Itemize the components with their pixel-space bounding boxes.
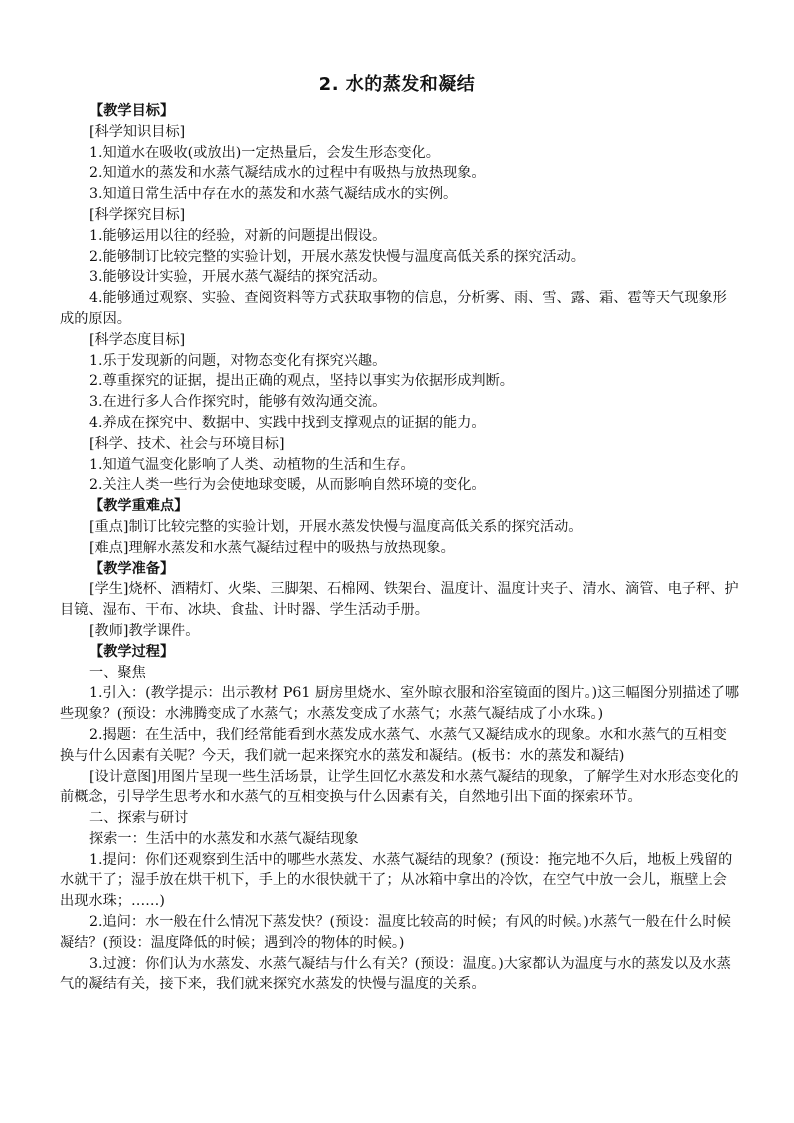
paragraph: 1.提问：你们还观察到生活中的哪些水蒸发、水蒸气凝结的现象？(预设：拖完地不久后，地板上残留的水就干了；湿手放在烘干机下，手上的水很快就干了；从冰箱中拿出的冷饮，在空气中放一会儿，瓶壁上会出现水珠；……) (60, 851, 733, 910)
paragraph: 一、聚焦 (89, 664, 146, 681)
paragraph: 1.知道水在吸收(或放出)一定热量后，会发生形态变化。 (89, 144, 440, 161)
paragraph: [科学探究目标] (89, 206, 186, 223)
paragraph: 4.能够通过观察、实验、查阅资料等方式获取事物的信息，分析雾、雨、雪、露、霜、雹等天气现象形成的原因。 (60, 290, 727, 327)
paragraph: 1.乐于发现新的问题，对物态变化有探究兴趣。 (89, 352, 387, 369)
paragraph: 2.知道水的蒸发和水蒸气凝结成水的过程中有吸热与放热现象。 (89, 165, 486, 182)
paragraph: 1.知道气温变化影响了人类、动植物的生活和生存。 (89, 456, 415, 473)
paragraph: 探索一：生活中的水蒸发和水蒸气凝结现象 (89, 830, 359, 847)
paragraph: 2.能够制订比较完整的实验计划，开展水蒸发快慢与温度高低关系的探究活动。 (89, 248, 585, 265)
document-body (60, 101, 740, 995)
section-heading: 【教学准备】 (89, 560, 175, 577)
paragraph: [科学态度目标] (89, 331, 186, 348)
section-heading: 【教学过程】 (89, 643, 175, 660)
paragraph: 2.尊重探究的证据，提出正确的观点，坚持以事实为依据形成判断。 (89, 373, 514, 390)
paragraph: 2.追问：水一般在什么情况下蒸发快？(预设：温度比较高的时候；有风的时候。)水蒸气一般在什么时候凝结？(预设：温度降低的时候；遇到冷的物体的时候。) (60, 914, 731, 951)
paragraph: 1.能够运用以往的经验，对新的问题提出假设。 (89, 227, 387, 244)
section-heading: 【教学重难点】 (89, 498, 189, 515)
paragraph: [学生]烧杯、酒精灯、火柴、三脚架、石棉网、铁架台、温度计、温度计夹子、清水、滴管、电子秤、护目镜、湿布、干布、冰块、食盐、计时器、学生活动手册。 (60, 581, 739, 619)
paragraph: [科学知识目标] (89, 123, 186, 140)
paragraph: 3.过渡：你们认为水蒸发、水蒸气凝结与什么有关？(预设：温度。)大家都认为温度与水的蒸发以及水蒸气的凝结有关，接下来，我们就来探究水蒸发的快慢与温度的关系。 (60, 955, 731, 993)
section-heading: 【教学目标】 (89, 103, 175, 119)
paragraph: 3.能够设计实验，开展水蒸气凝结的探究活动。 (89, 269, 387, 286)
paragraph: 3.知道日常生活中存在水的蒸发和水蒸气凝结成水的实例。 (89, 186, 458, 203)
paragraph: 3.在进行多人合作探究时，能够有效沟通交流。 (89, 394, 387, 411)
paragraph: 2.关注人类一些行为会使地球变暖，从而影响自然环境的变化。 (89, 477, 486, 494)
paragraph: [教师]教学课件。 (89, 622, 200, 639)
paragraph: [科学、技术、社会与环境目标] (89, 435, 285, 452)
paragraph: 1.引入：(教学提示：出示教材 P61 厨房里烧水、室外晾衣服和浴室镜面的图片。)这三幅图分别描述了哪些现象？(预设：水沸腾变成了水蒸气；水蒸发变成了水蒸气；水蒸气凝结成了小水珠。) (60, 685, 740, 723)
paragraph: 2.揭题：在生活中，我们经常能看到水蒸发成水蒸气、水蒸气又凝结成水的现象。水和水蒸气的互相变换与什么因素有关呢？今天，我们就一起来探究水的蒸发和凝结。(板书：水的蒸发和凝结) (60, 726, 727, 764)
paragraph: [重点]制订比较完整的实验计划，开展水蒸发快慢与温度高低关系的探究活动。 (89, 518, 583, 535)
paragraph: [难点]理解水蒸发和水蒸气凝结过程中的吸热与放热现象。 (89, 539, 455, 556)
page-title: 2. 水的蒸发和凝结 (318, 74, 476, 95)
paragraph: 二、探索与研讨 (89, 810, 189, 827)
paragraph: [设计意图]用图片呈现一些生活场景，让学生回忆水蒸发和水蒸气凝结的现象，了解学生对水形态变化的前概念，引导学生思考水和水蒸气的互相变换与什么因素有关，自然地引出下面的探索环节。 (60, 768, 739, 806)
paragraph: 4.养成在探究中、数据中、实践中找到支撑观点的证据的能力。 (89, 414, 486, 431)
